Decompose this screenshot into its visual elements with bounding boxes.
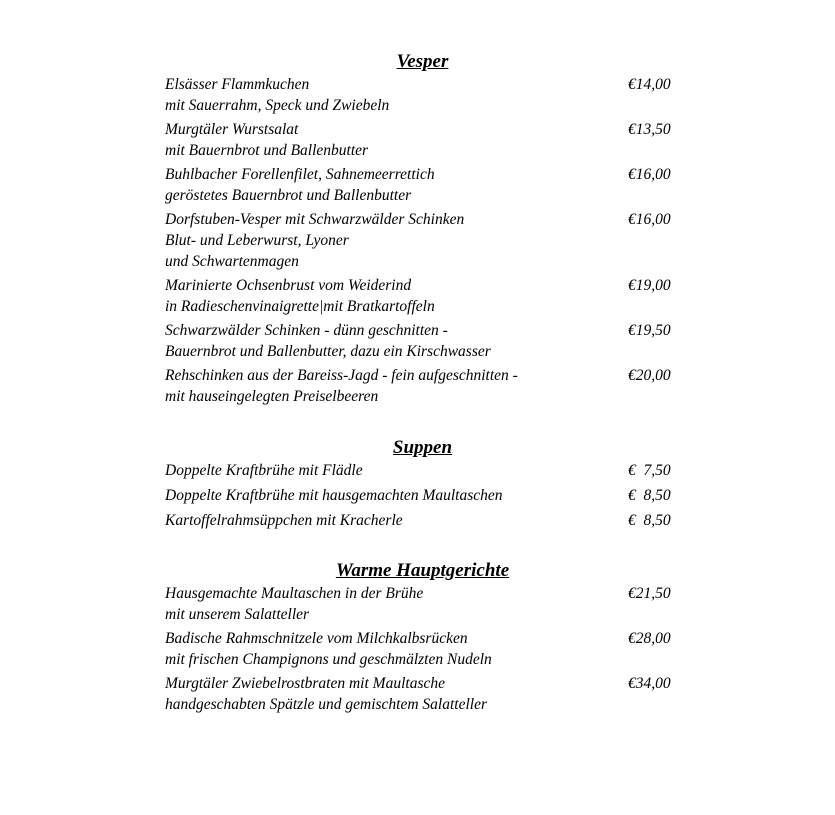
- item-price: €28,00: [628, 630, 671, 647]
- item-description: handgeschabten Spätzle und gemischtem Salatteller: [165, 696, 487, 713]
- section-title: Warme Hauptgerichte: [335, 560, 510, 581]
- item-description: mit hauseingelegten Preiselbeeren: [165, 388, 379, 405]
- item-name: Badische Rahmschnitzele vom Milchkalbsrücken: [165, 630, 468, 647]
- item-name: Marinierte Ochsenbrust vom Weiderind: [165, 277, 412, 294]
- menu-item: [165, 164, 680, 206]
- section-spacer: [165, 535, 680, 559]
- menu-item: [165, 74, 680, 116]
- item-description: Bauernbrot und Ballenbutter, dazu ein Kirschwasser: [165, 343, 491, 360]
- item-price: € 8,50: [628, 487, 671, 504]
- item-price: €19,00: [628, 277, 671, 294]
- item-price: €14,00: [628, 76, 671, 93]
- item-name: Murgtäler Zwiebelrostbraten mit Maultasche: [165, 675, 445, 692]
- menu-page: [165, 50, 680, 718]
- item-description: mit unserem Salatteller: [165, 606, 310, 623]
- section-title: Suppen: [392, 437, 453, 458]
- section-title: Vesper: [396, 51, 449, 72]
- item-description: mit Bauernbrot und Ballenbutter: [165, 142, 369, 159]
- menu-item: [165, 628, 680, 670]
- item-price: €19,50: [628, 322, 671, 339]
- item-name: Dorfstuben-Vesper mit Schwarzwälder Schinken: [165, 211, 465, 228]
- item-description: und Schwartenmagen: [165, 253, 299, 270]
- item-description: Blut- und Leberwurst, Lyoner: [165, 232, 349, 249]
- item-price: € 8,50: [628, 512, 671, 529]
- item-name: Doppelte Kraftbrühe mit hausgemachten Maultaschen: [165, 487, 503, 504]
- item-name: Murgtäler Wurstsalat: [165, 121, 299, 138]
- item-name: Doppelte Kraftbrühe mit Flädle: [165, 462, 363, 479]
- item-name: Kartoffelrahmsüppchen mit Kracherle: [165, 512, 403, 529]
- item-price: €34,00: [628, 675, 671, 692]
- item-price: € 7,50: [628, 462, 671, 479]
- menu-item: [165, 275, 680, 317]
- section-suppen: [165, 436, 680, 531]
- item-description: geröstetes Bauernbrot und Ballenbutter: [165, 187, 412, 204]
- item-name: Hausgemachte Maultaschen in der Brühe: [165, 585, 424, 602]
- menu-item: [165, 673, 680, 715]
- item-name: Schwarzwälder Schinken - dünn geschnitten -: [165, 322, 448, 339]
- item-name: Buhlbacher Forellenfilet, Sahnemeerrettich: [165, 166, 435, 183]
- section-vesper: [165, 50, 680, 407]
- menu-item: [165, 320, 680, 362]
- menu-item: [165, 460, 680, 481]
- menu-item: [165, 510, 680, 531]
- item-price: €16,00: [628, 211, 671, 228]
- menu-item: [165, 485, 680, 506]
- item-name: Elsässer Flammkuchen: [165, 76, 310, 93]
- item-price: €20,00: [628, 367, 671, 384]
- menu-item: [165, 583, 680, 625]
- menu-item: [165, 119, 680, 161]
- item-price: €16,00: [628, 166, 671, 183]
- section-spacer: [165, 410, 680, 436]
- item-description: mit frischen Champignons und geschmälzten Nudeln: [165, 651, 492, 668]
- item-description: in Radieschenvinaigrette|mit Bratkartoffeln: [165, 298, 435, 315]
- item-price: €13,50: [628, 121, 671, 138]
- item-price: €21,50: [628, 585, 671, 602]
- item-description: mit Sauerrahm, Speck und Zwiebeln: [165, 97, 390, 114]
- menu-item: [165, 365, 680, 407]
- item-name: Rehschinken aus der Bareiss-Jagd - fein aufgeschnitten -: [165, 367, 518, 384]
- section-warme-hauptgerichte: [165, 559, 680, 715]
- menu-item: [165, 209, 680, 272]
